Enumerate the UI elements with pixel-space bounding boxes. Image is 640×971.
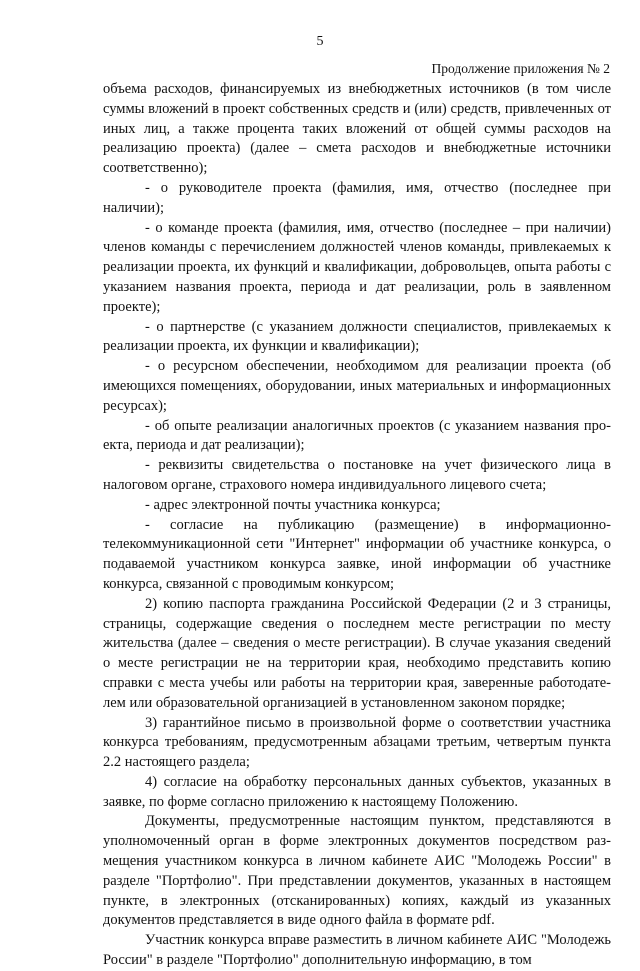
paragraph-partnership: - о партнерстве (с указанием должности специалистов, привлекаемых к реализации проекта, их функции и квалификации);	[103, 318, 611, 355]
paragraph-data-consent: 4) согласие на обработку персональных данных субъектов, указанных в заявке, по форме согласно приложению к настоящему Положению.	[103, 773, 611, 810]
paragraph-project-team: - о команде проекта (фамилия, имя, отчество (последнее – при наличии) членов команды с перечислением должностей членов команды, привлекаемых к реализации проекта, их функций и квалификации, добровольцев, опыта работы с указанием названия проекта, периода и дат реализации, роль в заявленном проекте);	[103, 219, 611, 315]
paragraph-email: - адрес электронной почты участника конкурса;	[145, 496, 441, 513]
paragraph-expenses: объема расходов, финансируемых из внебюджетных источников (в том числе суммы вложений в проект собственных средств и (или) средств, привлеченных от иных лиц, а также процента таких вложений от общей суммы расходов на реализацию проекта) (далее – смета расходов и внебюджетные источники соответственно);	[103, 81, 611, 177]
paragraph-guarantee-letter: 3) гарантийное письмо в произвольной форме о соответствии участника конкурса требованиям, предусмотренным абзацами третьим, четвертым пункта 2.2 настоящего раздела;	[103, 714, 611, 771]
page-number: 5	[316, 34, 324, 49]
paragraph-project-leader: - о руководителе проекта (фамилия, имя, отчество (последнее при наличии);	[103, 179, 611, 216]
continuation-header: Продолжение приложения № 2	[431, 61, 610, 76]
document-body	[103, 80, 611, 971]
paragraph-experience: - об опыте реализации аналогичных проектов (с указанием названия проекта, периода и дат реализации);	[103, 417, 611, 454]
paragraph-resources: - о ресурсном обеспечении, необходимом для реализации проекта (об имеющихся помещениях, оборудовании, иных материальных и информационных ресурсах);	[103, 358, 611, 414]
paragraph-documents-submission: Документы, предусмотренные настоящим пунктом, представляются в уполномоченный орган в форме электронных документов посредством размещения участником конкурса в личном кабинете АИС "Молодежь России" в разделе "Портфолио". При представлении документов, указанных в настоящем пункте, в электронных (отсканированных) копиях, каждый из указанных документов представляется в виде одного файла в формате pdf.	[103, 813, 611, 929]
paragraph-passport-copy: 2) копию паспорта гражданина Российской Федерации (2 и 3 страницы, страницы, содержащие сведения о последнем месте регистрации по месту жительства (далее – сведения о месте регистрации). В случае указания сведений о месте регистрации не на территории края, необходимо представить копию справки с места учебы или работы на территории края, заверенные работодателем или образовательной организацией в установленном законом порядке;	[103, 595, 611, 711]
paragraph-publication-consent: - согласие на публикацию (размещение) в информационно-телекоммуникационной сети "Интернет" информации об участнике конкурса, о подаваемой участником конкурса заявке, иной информации об участнике конкурса, связанной с проводимым конкурсом;	[103, 516, 611, 592]
paragraph-tax-details: - реквизиты свидетельства о постановке на учет физического лица в налоговом органе, страхового номера индивидуального лицевого счета;	[103, 457, 611, 493]
paragraph-additional-info: Участник конкурса вправе разместить в личном кабинете АИС "Молодежь России" в разделе "Портфолио" дополнительную информацию, в том	[103, 932, 611, 969]
